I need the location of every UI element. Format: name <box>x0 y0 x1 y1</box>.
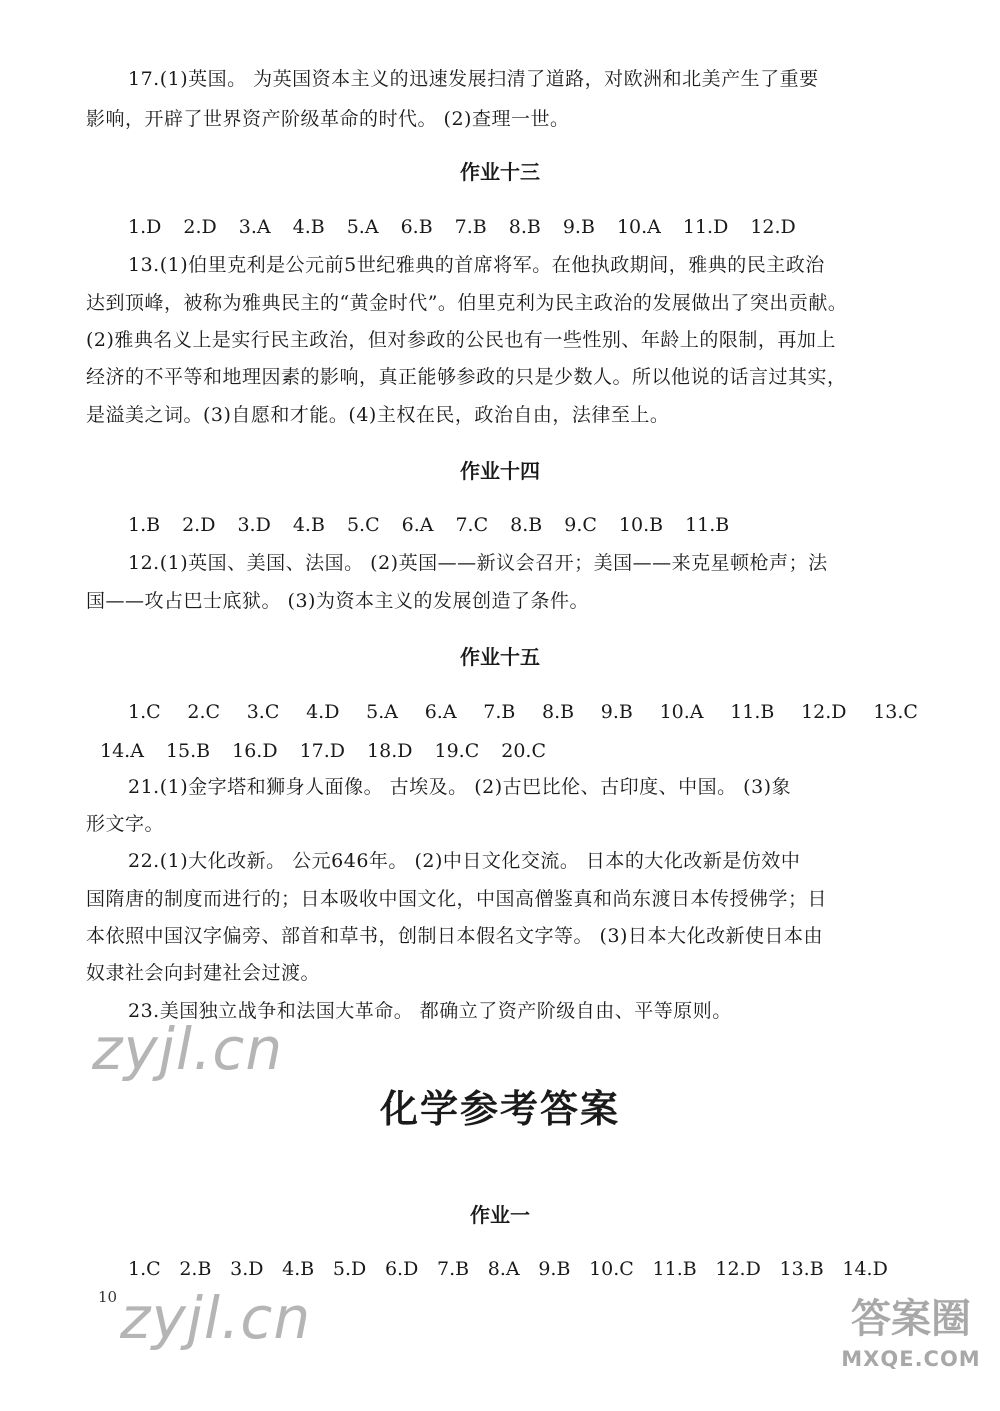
answer-item: 12.D <box>715 1258 761 1280</box>
answer-item: 5.A <box>366 701 398 723</box>
answer-item: 7.B <box>483 701 516 723</box>
answer-item: 5.A <box>346 216 379 238</box>
answer-item: 14.A <box>100 740 144 762</box>
answer-item: 2.D <box>183 216 217 238</box>
homework-13-heading: 作业十三 <box>460 160 540 184</box>
answer-item: 10.A <box>659 701 704 723</box>
q13-line-4: 经济的不平等和地理因素的影响，真正能够参政的只是少数人。所以他说的话言过其实， <box>86 366 847 388</box>
answer-item: 13.B <box>779 1258 824 1280</box>
answer-item: 6.D <box>384 1258 419 1280</box>
zyjl-watermark-bottom: zyjl.cn <box>120 1284 312 1352</box>
page-number: 10 <box>98 1288 118 1306</box>
answer-item: 3.A <box>238 216 271 238</box>
q13-line-2: 达到顶峰，被称为雅典民主的“黄金时代”。伯里克利为民主政治的发展做出了突出贡献。 <box>86 292 848 314</box>
homework-15-answers-row-2 <box>100 736 900 766</box>
q17-line-2: 影响，开辟了世界资产阶级革命的时代。 (2)查理一世。 <box>86 108 570 130</box>
homework-1-answers <box>128 1254 888 1284</box>
answer-item: 14.D <box>842 1258 888 1280</box>
answer-item: 9.C <box>564 514 597 536</box>
corner-watermark <box>836 1291 986 1401</box>
homework-14-answers <box>128 510 928 540</box>
q22-line-4: 奴隶社会向封建社会过渡。 <box>86 962 321 984</box>
q21-line-2: 形文字。 <box>86 813 165 835</box>
homework-13-answers <box>128 212 928 242</box>
answer-item: 7.B <box>454 216 487 238</box>
zyjl-watermark: zyjl.cn <box>92 1015 284 1083</box>
homework-1-heading: 作业一 <box>470 1203 530 1227</box>
q13-line-1: 13.(1)伯里克利是公元前5世纪雅典的首席将军。在他执政期间，雅典的民主政治 <box>128 254 825 276</box>
answer-item: 11.B <box>730 701 775 723</box>
answer-item: 11.D <box>682 216 729 238</box>
answer-item: 5.D <box>332 1258 367 1280</box>
answer-item: 5.C <box>346 514 380 536</box>
answer-item: 1.D <box>128 216 162 238</box>
answer-item: 7.B <box>437 1258 470 1280</box>
answer-item: 2.C <box>187 701 221 723</box>
answer-item: 4.B <box>292 514 325 536</box>
answer-item: 11.B <box>685 514 730 536</box>
homework-14-heading: 作业十四 <box>460 459 540 483</box>
answer-item: 8.A <box>487 1258 520 1280</box>
q22-line-1: 22.(1)大化改新。 公元646年。 (2)中日文化交流。 日本的大化改新是仿效中 <box>128 850 801 872</box>
answer-item: 19.C <box>434 740 480 762</box>
answer-item: 7.C <box>455 514 489 536</box>
q21-line-1: 21.(1)金字塔和狮身人面像。 古埃及。 (2)古巴比伦、古印度、中国。 (3)象 <box>128 776 792 798</box>
q22-line-3: 本依照中国汉字偏旁、部首和草书，创制日本假名文字等。 (3)日本大化改新使日本由 <box>86 925 823 947</box>
answer-item: 10.B <box>618 514 664 536</box>
answer-item: 8.B <box>508 216 541 238</box>
answer-item: 1.C <box>128 701 161 723</box>
answer-item: 12.D <box>801 701 847 723</box>
q12-line-2: 国——攻占巴士底狱。 (3)为资本主义的发展创造了条件。 <box>86 590 589 612</box>
answer-item: 20.C <box>501 740 547 762</box>
answer-item: 12.D <box>750 216 796 238</box>
chemistry-answers-title: 化学参考答案 <box>379 1087 620 1131</box>
q22-line-2: 国隋唐的制度而进行的；日本吸收中国文化，中国高僧鉴真和尚东渡日本传授佛学；日 <box>86 888 828 910</box>
answer-item: 9.B <box>562 216 595 238</box>
answer-item: 3.D <box>230 1258 264 1280</box>
q13-line-3: (2)雅典名义上是实行民主政治，但对参政的公民也有一些性别、年龄上的限制，再加上 <box>86 329 836 351</box>
q12-line-1: 12.(1)英国、美国、法国。 (2)英国——新议会召开；美国——来克星顿枪声；法 <box>128 552 828 574</box>
answer-item: 2.B <box>179 1258 212 1280</box>
q13-line-5: 是溢美之词。(3)自愿和才能。(4)主权在民，政治自由，法律至上。 <box>86 404 670 426</box>
answer-item: 18.D <box>367 740 413 762</box>
answer-item: 15.B <box>165 740 211 762</box>
answer-item: 6.A <box>401 514 434 536</box>
answer-item: 13.C <box>873 701 918 723</box>
answer-item: 10.C <box>589 1258 634 1280</box>
answer-item: 9.B <box>600 701 633 723</box>
answer-item: 11.B <box>652 1258 697 1280</box>
corner-watermark-seal: 答案圈 <box>851 1296 971 1342</box>
answer-item: 6.B <box>400 216 433 238</box>
answer-item: 17.D <box>299 740 346 762</box>
answer-item: 8.B <box>542 701 575 723</box>
answer-item: 9.B <box>538 1258 571 1280</box>
answer-item: 10.A <box>616 216 661 238</box>
answer-item: 4.B <box>282 1258 315 1280</box>
homework-15-answers-row-1 <box>128 697 918 727</box>
homework-15-heading: 作业十五 <box>460 645 540 669</box>
answer-item: 8.B <box>510 514 543 536</box>
corner-watermark-site: MXQE.COM <box>841 1347 981 1371</box>
answer-item: 1.C <box>128 1258 161 1280</box>
q23-line: 23.美国独立战争和法国大革命。 都确立了资产阶级自由、平等原则。 <box>128 1000 732 1022</box>
answer-item: 16.D <box>232 740 278 762</box>
answer-item: 2.D <box>182 514 216 536</box>
q17-line-1: 17.(1)英国。 为英国资本主义的迅速发展扫清了道路，对欧洲和北美产生了重要 <box>128 68 819 90</box>
answer-item: 3.D <box>237 514 271 536</box>
answer-item: 4.B <box>292 216 325 238</box>
answer-item: 3.C <box>246 701 280 723</box>
answer-item: 1.B <box>128 514 161 536</box>
answer-item: 4.D <box>306 701 340 723</box>
answer-item: 6.A <box>424 701 457 723</box>
